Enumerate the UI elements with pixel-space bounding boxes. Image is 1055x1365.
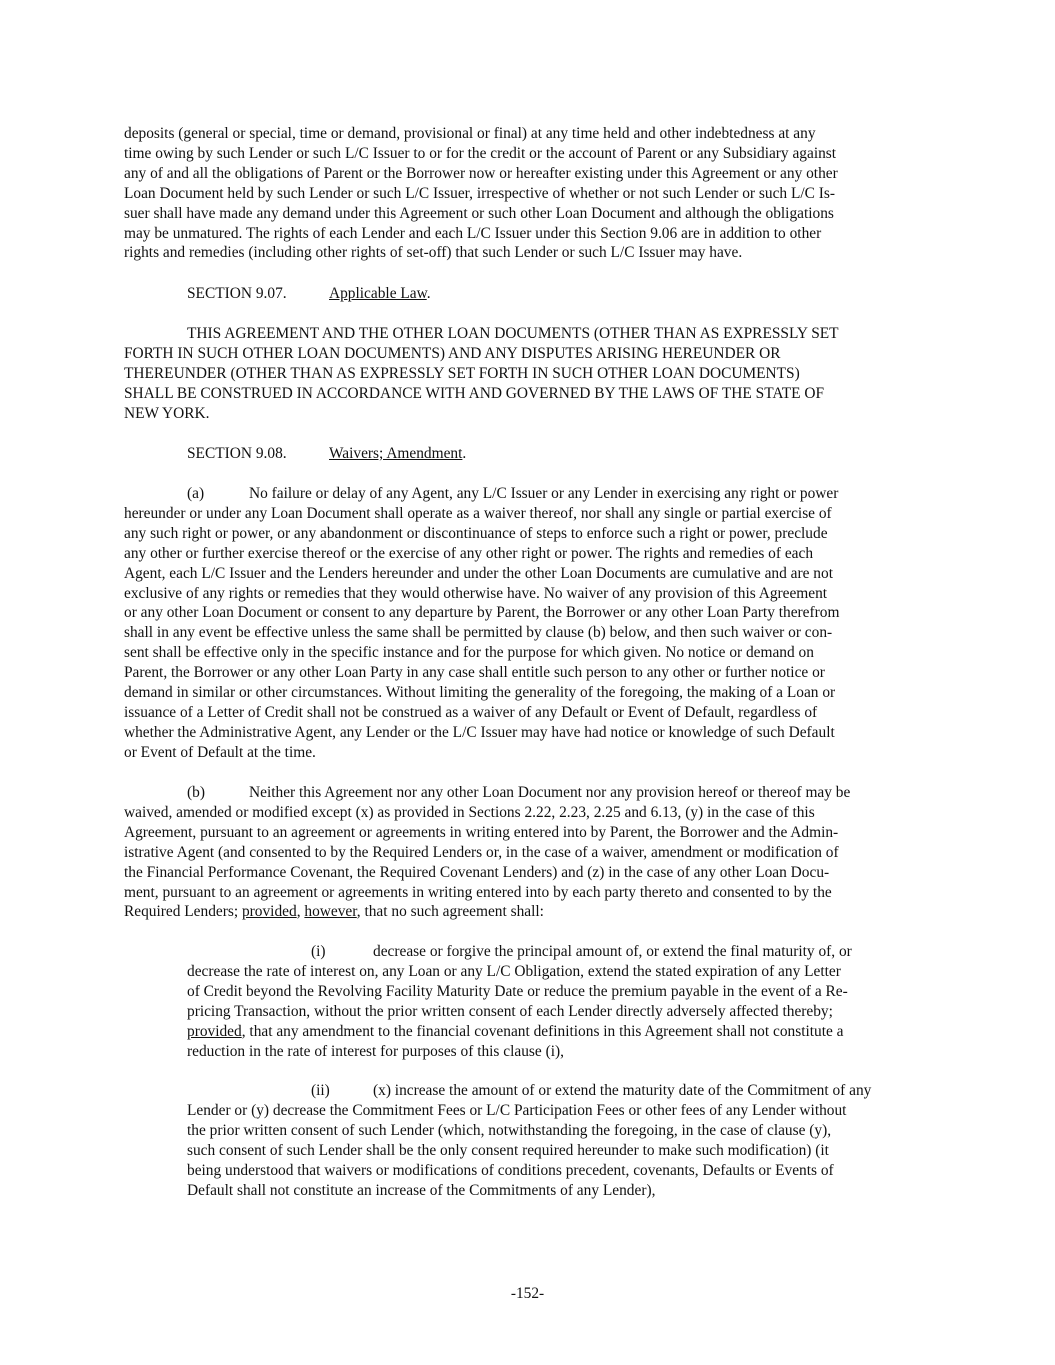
- section-9-07-heading: SECTION 9.07. Applicable Law.: [187, 285, 431, 302]
- paragraph-a: (a) No failure or delay of any Agent, any L/C Issuer or any Lender in exercising any right or power hereunder or under any Loan Document shall operate as a waiver thereof, nor shall any single or partial exercise of any such right or power, or any abandonment or discontinuance of steps to enforce such a right or power, preclude any other or further exercise thereof or the exercise of any other right or power. The rights and remedies of each Agent, each L/C Issuer and the Lenders hereunder and under the other Loan Documents are cumulative and are not exclusive of any rights or remedies that they would otherwise have. No waiver of any provision of this Agreement or any other Loan Document or consent to any departure by Parent, the Borrower or any other Loan Party therefrom shall in any event be effective unless the same shall be permitted by clause (b) below, and then such waiver or con- sent shall be effective only in the specific instance and for the purpose for which given. No notice or demand on Parent, the Borrower or any other Loan Party in any case shall entitle such person to any other or further notice or demand in similar or other circumstances. Without limiting the generality of the foregoing, the making of a Loan or issuance of a Letter of Credit shall not be construed as a waiver of any Default or Event of Default, regardless of whether the Administrative Agent, any Lender or the L/C Issuer may have had notice or knowledge of such Default or Event of Default at the time.: [124, 485, 840, 761]
- section-number: SECTION 9.08.: [187, 445, 287, 462]
- section-9-08-heading: SECTION 9.08. Waivers; Amendment.: [187, 445, 467, 462]
- paragraph-b: (b) Neither this Agreement nor any other Loan Document nor any provision hereof or thereof may be waived, amended or modified except (x) as provided in Sections 2.22, 2.23, 2.25 and 6.13, (y) in the case of this Agreement, pursuant to an agreement or agreements in writing entered into by Parent, the Borrower and the Admin- istrative Agent (and consented to by the Required Lenders or, in the case of a waiver, amendment or modification of the Financial Performance Covenant, the Required Covenant Lenders) and (z) in the case of any other Loan Docu- ment, pursuant to an agreement or agreements in writing entered into by each party thereto and consented to by the Required Lenders; provided, however, that no such agreement shall:: [124, 784, 851, 921]
- clause-i: (i) decrease or forgive the principal amount of, or extend the final maturity of, or decrease the rate of interest on, any Loan or any L/C Obligation, extend the stated expiration of any Letter of Credit beyond the Revolving Facility Maturity Date or reduce the premium payable in the event of a Re- pricing Transaction, without the prior written consent of each Lender directly adversely affected thereby; provided, that any amendment to the financial covenant definitions in this Agreement shall not constitute a reduction in the rate of interest for purposes of this clause (i),: [187, 943, 852, 1060]
- page-number: -152-: [510, 1285, 545, 1302]
- provided-term: provided: [187, 1022, 242, 1040]
- continuation-paragraph: deposits (general or special, time or demand, provisional or final) at any time held and other indebtedness at any time owing by such Lender or such L/C Issuer to or for the credit or the account of Parent or any Subsidiary against any of and all the obligations of Parent or the Borrower now or hereafter existing under this Agreement or any other Loan Document held by such Lender or such L/C Issuer, irrespective of whether or not such Lender or such L/C Is- suer shall have made any demand under this Agreement or such other Loan Document and although the obligations may be unmatured. The rights of each Lender and each L/C Issuer under this Section 9.06 are in addition to other rights and remedies (including other rights of set-off) that such Lender or such L/C Issuer may have.: [124, 125, 838, 262]
- section-title: Waivers; Amendment: [329, 445, 463, 462]
- provided-term: provided: [241, 903, 297, 921]
- paragraph-label: (b): [187, 784, 205, 801]
- section-number: SECTION 9.07.: [187, 285, 287, 302]
- paragraph-label: (a): [187, 485, 205, 502]
- section-title: Applicable Law: [329, 285, 427, 302]
- however-term: however: [304, 903, 357, 921]
- section-9-07-body: THIS AGREEMENT AND THE OTHER LOAN DOCUMENTS (OTHER THAN AS EXPRESSLY SET FORTH IN SUCH OTHER LOAN DOCUMENTS) AND ANY DISPUTES ARISING HEREUNDER OR THEREUNDER (OTHER THAN AS EXPRESSLY SET FORTH IN SUCH OTHER LOAN DOCUMENTS) SHALL BE CONSTRUED IN ACCORDANCE WITH AND GOVERNED BY THE LAWS OF THE STATE OF NEW YORK.: [124, 325, 839, 422]
- clause-label: (ii): [311, 1082, 330, 1099]
- clause-label: (i): [311, 943, 326, 960]
- clause-ii: (ii) (x) increase the amount of or extend the maturity date of the Commitment of any Lender or (y) decrease the Commitment Fees or L/C Participation Fees or other fees of any Lender without the prior written consent of such Lender (which, notwithstanding the foregoing, in the case of clause (y), such consent of such Lender shall be the only consent required hereunder to make such modification) (it being understood that waivers or modifications of conditions precedent, covenants, Defaults or Events of Default shall not constitute an increase of the Commitments of any Lender),: [187, 1082, 872, 1199]
